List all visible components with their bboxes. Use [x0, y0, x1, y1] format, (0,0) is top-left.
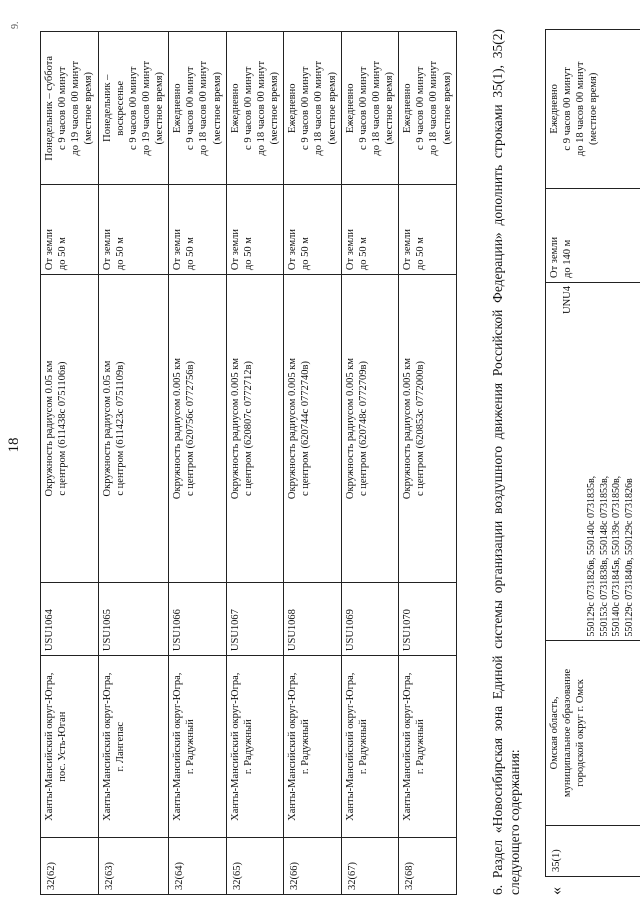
corner-mark: 9. — [10, 21, 21, 29]
row-time: Ежедневно с 9 часов 00 минут до 18 часов 00 минут (местное время) — [399, 32, 457, 185]
table-row — [284, 32, 342, 895]
table-row — [169, 32, 227, 895]
row-code: USU1067 — [226, 582, 284, 655]
row-code: USU1070 — [399, 582, 457, 655]
row-area: Окружность радиусом 0.005 км с центром (620756с 0772756в) — [169, 275, 227, 583]
row-code: USU1064 — [41, 582, 99, 655]
row-number: 32(64) — [169, 838, 227, 895]
table-row — [546, 30, 640, 877]
row-region: Ханты-Мансийский округ-Югра, пос. Усть-Юган — [41, 656, 99, 838]
row-height: От земли до 50 м — [341, 185, 399, 275]
row-code: USU1069 — [341, 582, 399, 655]
table-row — [341, 32, 399, 895]
new-rows-table — [545, 29, 640, 877]
row-code: USU1065 — [98, 582, 169, 655]
row-height: От земли до 50 м — [284, 185, 342, 275]
row-time: Ежедневно с 9 часов 00 минут до 18 часов 00 минут (местное время) — [226, 32, 284, 185]
row-coordinates: 550129с 0731826в, 550140с 0731835в, 550153с 0731838в, 550148с 0731853в, 550140с 0731845в, 550139с 0731850в, 550129с 0731840в, 550129с 0731826в — [586, 475, 635, 637]
table-row — [399, 32, 457, 895]
row-height: От земли до 50 м — [98, 185, 169, 275]
section-amendment-text: 6. Раздел «Новосибирская зона Единой системы организации воздушного движения Российской Федерации» дополнить строками 35(1), 35(2) следующего содержания: — [490, 29, 522, 895]
row-time: Понедельник – суббота с 9 часов 00 минут до 19 часов 00 минут (местное время) — [41, 32, 99, 185]
row-region: Ханты-Мансийский округ-Югра, г. Лангепас — [98, 656, 169, 838]
table-row — [41, 32, 99, 895]
row-code: USU1066 — [169, 582, 227, 655]
row-height: От земли до 140 м — [546, 188, 640, 282]
row-time: Ежедневно с 9 часов 00 минут до 18 часов 00 минут (местное время) — [284, 32, 342, 185]
row-height: От земли до 50 м — [399, 185, 457, 275]
row-number: 32(65) — [226, 838, 284, 895]
row-area: Окружность радиусом 0.005 км с центром (620807с 0772712в) — [226, 275, 284, 583]
row-region: Ханты-Мансийский округ-Югра, г. Радужный — [341, 656, 399, 838]
row-time: Ежедневно с 9 часов 00 минут до 18 часов 00 минут (местное время) — [169, 32, 227, 185]
row-number: 32(66) — [284, 838, 342, 895]
row-time: Понедельник – воскресенье с 9 часов 00 минут до 19 часов 00 минут (местное время) — [98, 32, 169, 185]
row-number: 32(62) — [41, 838, 99, 895]
airspace-table — [40, 31, 457, 895]
row-height: От земли до 50 м — [41, 185, 99, 275]
page-number: 18 — [6, 437, 22, 453]
row-region: Ханты-Мансийский округ-Югра, г. Радужный — [284, 656, 342, 838]
row-region: Ханты-Мансийский округ-Югра, г. Радужный — [399, 656, 457, 838]
row-time: Ежедневно с 9 часов 00 минут до 18 часов 00 минут (местное время) — [546, 30, 640, 189]
table-row — [226, 32, 284, 895]
row-area: Окружность радиусом 0.05 км с центром (611438с 0751106в) — [41, 275, 99, 583]
row-number: 35(1) — [546, 826, 640, 877]
row-area: Окружность радиусом 0.005 км с центром (620748с 0772709в) — [341, 275, 399, 583]
row-region: Ханты-Мансийский округ-Югра, г. Радужный — [169, 656, 227, 838]
row-area — [546, 282, 640, 640]
row-height: От земли до 50 м — [226, 185, 284, 275]
row-code: USU1068 — [284, 582, 342, 655]
row-height: От земли до 50 м — [169, 185, 227, 275]
row-region: Ханты-Мансийский округ-Югра, г. Радужный — [226, 656, 284, 838]
row-time: Ежедневно с 9 часов 00 минут до 18 часов 00 минут (местное время) — [341, 32, 399, 185]
row-code: UNU4 — [561, 285, 573, 314]
row-number: 32(63) — [98, 838, 169, 895]
opening-quote-mark: « — [548, 887, 565, 895]
row-number: 32(68) — [399, 838, 457, 895]
row-number: 32(67) — [341, 838, 399, 895]
row-area: Окружность радиусом 0.005 км с центром (620744с 0772740в) — [284, 275, 342, 583]
table-row — [98, 32, 169, 895]
row-region: Омская область, муниципальное образование городской округ г. Омск — [546, 640, 640, 826]
row-area: Окружность радиусом 0.005 км с центром (620853с 0772000в) — [399, 275, 457, 583]
airspace-table-body — [41, 32, 457, 895]
row-area: Окружность радиусом 0.05 км с центром (611423с 0751109в) — [98, 275, 169, 583]
